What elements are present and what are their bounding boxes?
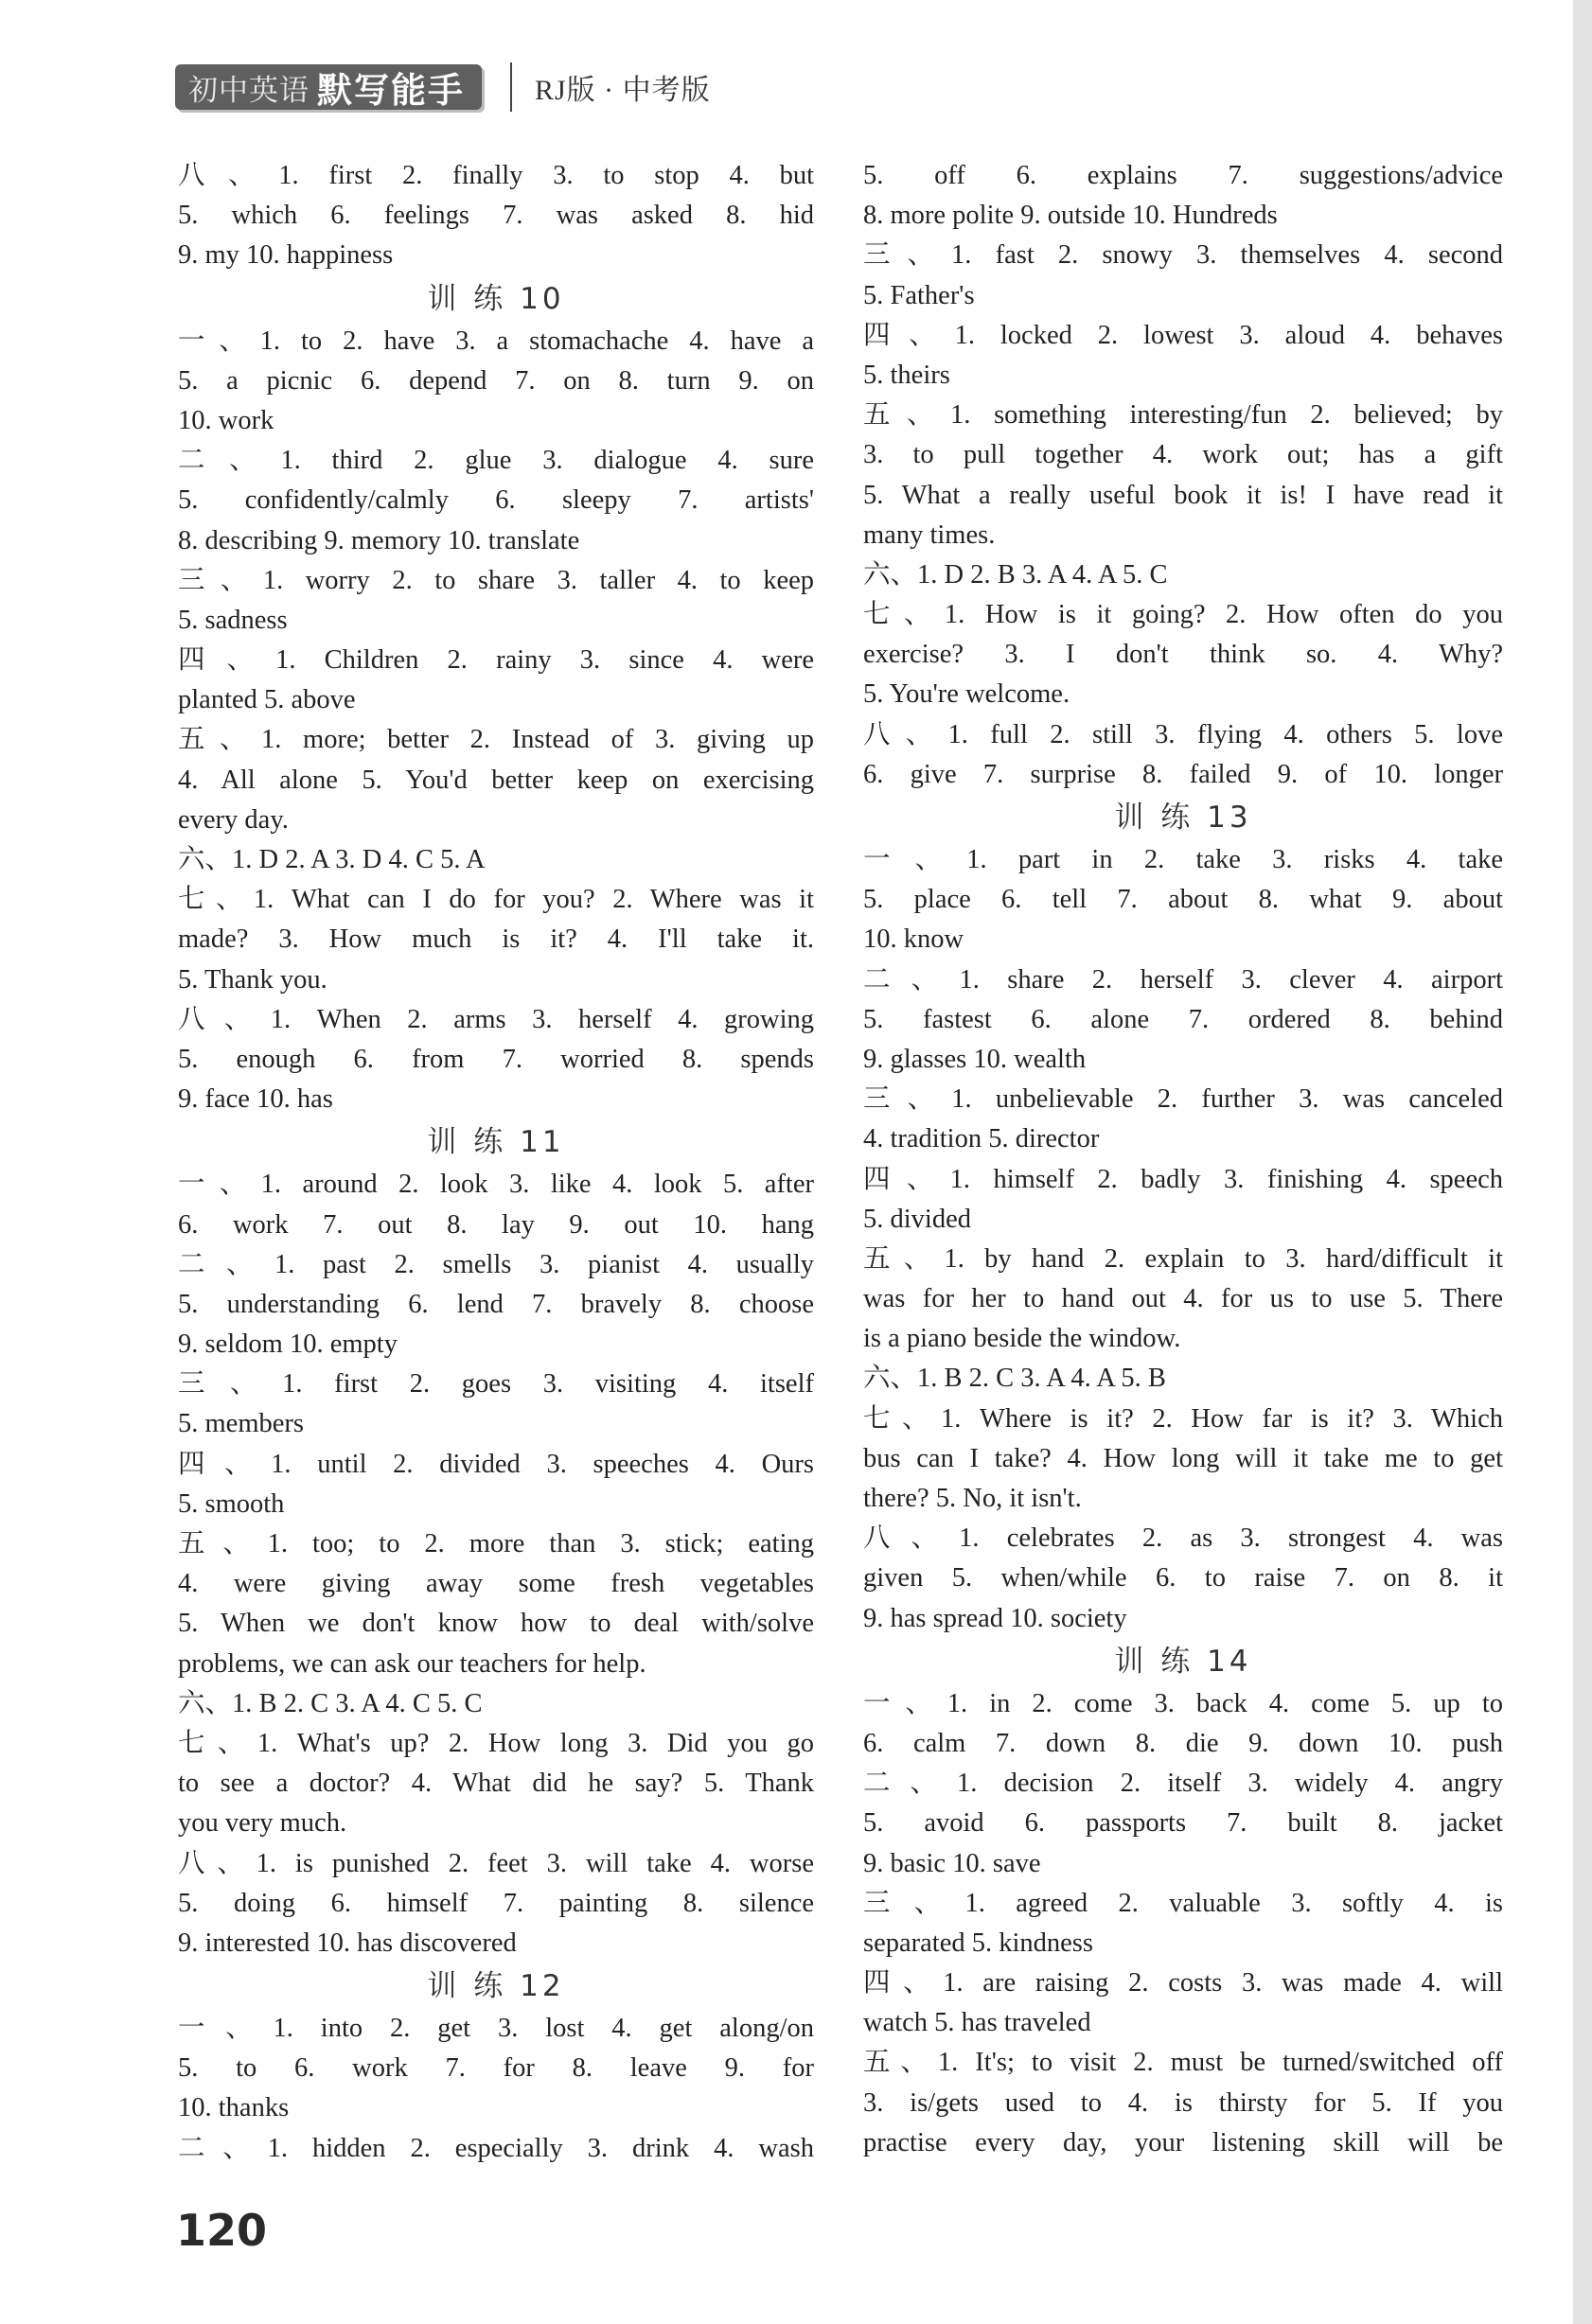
answer-line: 5. to 6. work 7. for 8. leave 9. for [178, 2053, 814, 2084]
answer-line: 一、1. to 2. have 3. a stomachache 4. have a [178, 326, 814, 356]
answer-line: 10. work [178, 405, 274, 435]
answer-line: 六、1. D 2. B 3. A 4. A 5. C [863, 559, 1168, 590]
answer-line: given 5. when/while 6. to raise 7. on 8. it [863, 1563, 1503, 1593]
answer-line: 9. has spread 10. society [863, 1603, 1127, 1633]
answer-line: 5. divided [863, 1204, 971, 1234]
answer-line: 一、1. into 2. get 3. lost 4. get along/on [178, 2014, 814, 2044]
answer-line: 6. work 7. out 8. lay 9. out 10. hang [178, 1209, 814, 1240]
answer-line: 八、1. celebrates 2. as 3. strongest 4. was [863, 1523, 1503, 1554]
answer-line: 二、1. hidden 2. especially 3. drink 4. wash [178, 2133, 814, 2163]
answer-line: 5. off 6. explains 7. suggestions/advice [863, 161, 1503, 190]
answer-line: practise every day, your listening skill will be [863, 2127, 1503, 2157]
answer-line: 五、1. something interesting/fun 2. believed; by [863, 400, 1503, 431]
answer-line: there? 5. No, it isn't. [863, 1484, 1082, 1513]
answer-line: 一、1. part in 2. take 3. risks 4. take [863, 845, 1503, 874]
answer-line: 三、1. first 2. goes 3. visiting 4. itself [178, 1369, 814, 1400]
answer-line: 七、1. How is it going? 2. How often do you [863, 600, 1503, 630]
answer-line: 5. which 6. feelings 7. was asked 8. hid [178, 201, 814, 231]
answer-line: 5. doing 6. himself 7. painting 8. silence [178, 1888, 814, 1918]
answer-line: 9. face 10. has [178, 1084, 333, 1115]
answer-line: 二、1. past 2. smells 3. pianist 4. usually [178, 1249, 814, 1279]
answer-line: every day. [178, 804, 289, 835]
section-title: 训 练 11 [427, 1125, 565, 1160]
answer-line: 9. basic 10. save [863, 1848, 1041, 1878]
section-title: 训 练 13 [1114, 801, 1252, 835]
answer-line: 5. place 6. tell 7. about 8. what 9. about [863, 885, 1503, 915]
answer-line: exercise? 3. I don't think so. 4. Why? [863, 640, 1503, 670]
answer-line: 9. glasses 10. wealth [863, 1044, 1087, 1074]
answer-line: 5. theirs [863, 360, 950, 390]
page-edge [1573, 0, 1592, 2324]
answer-line: 五、1. more; better 2. Instead of 3. giving up [178, 725, 814, 755]
answer-line: 三、1. fast 2. snowy 3. themselves 4. second [863, 240, 1503, 271]
answer-line: 9. seldom 10. empty [178, 1329, 398, 1360]
answer-line: 八、1. first 2. finally 3. to stop 4. but [178, 161, 814, 190]
answer-line: separated 5. kindness [863, 1928, 1093, 1958]
answer-line: 五、1. by hand 2. explain to 3. hard/difficult it [863, 1243, 1503, 1274]
answer-line: 5. enough 6. from 7. worried 8. spends [178, 1044, 814, 1074]
answer-line: 6. calm 7. down 8. die 9. down 10. push [863, 1728, 1503, 1758]
answer-line: 5. When we don't know how to deal with/solve [178, 1609, 814, 1639]
answer-line: 5. fastest 6. alone 7. ordered 8. behind [863, 1004, 1503, 1034]
answer-line: 5. Thank you. [178, 964, 327, 995]
answer-line: 5. members [178, 1409, 304, 1439]
answer-line: 七、1. What can I do for you? 2. Where was it [178, 885, 814, 915]
answer-line: 三、1. agreed 2. valuable 3. softly 4. is [863, 1888, 1503, 1918]
series-logo [175, 64, 482, 110]
page-header [175, 59, 711, 115]
answer-line: 10. thanks [178, 2093, 290, 2123]
answer-line: 6. give 7. surprise 8. failed 9. of 10. longer [863, 759, 1503, 789]
answer-line: 5. smooth [178, 1488, 285, 1519]
answer-line: 六、1. D 2. A 3. D 4. C 5. A [178, 845, 486, 874]
answer-line: 8. more polite 9. outside 10. Hundreds [863, 201, 1278, 231]
answer-line: 二、1. share 2. herself 3. clever 4. airport [863, 964, 1503, 995]
answer-line: 9. interested 10. has discovered [178, 1928, 517, 1958]
answer-line: 四、1. until 2. divided 3. speeches 4. Ours [178, 1449, 814, 1479]
answer-line: you very much. [178, 1808, 347, 1839]
edition-label: RJ版 · 中考版 [535, 75, 711, 106]
answer-line: 二、1. third 2. glue 3. dialogue 4. sure [178, 446, 814, 476]
answer-line: 4. tradition 5. director [863, 1124, 1100, 1154]
answer-line: problems, we can ask our teachers for help. [178, 1648, 646, 1679]
header-divider [510, 62, 512, 112]
answer-line: to see a doctor? 4. What did he say? 5. Thank [178, 1769, 814, 1799]
answer-line: 4. All alone 5. You'd better keep on exercising [178, 765, 814, 795]
answer-line: watch 5. has traveled [863, 2008, 1091, 2038]
answer-line: 四、1. himself 2. badly 3. finishing 4. speech [863, 1164, 1503, 1194]
answer-line: 八、1. full 2. still 3. flying 4. others 5. love [863, 719, 1503, 749]
answer-line: 六、1. B 2. C 3. A 4. A 5. B [863, 1364, 1166, 1394]
answer-line: 五、1. too; to 2. more than 3. stick; eating [178, 1529, 814, 1558]
answer-line: 三、1. unbelievable 2. further 3. was canceled [863, 1084, 1503, 1115]
answer-line: 5. sadness [178, 605, 288, 635]
answer-line: 五、1. It's; to visit 2. must be turned/switched off [863, 2048, 1503, 2078]
answer-line: 5. a picnic 6. depend 7. on 8. turn 9. on [178, 365, 814, 396]
answer-line: made? 3. How much is it? 4. I'll take it. [178, 924, 814, 955]
answer-line: 一、1. in 2. come 3. back 4. come 5. up to [863, 1688, 1503, 1718]
answer-line: 5. Father's [863, 280, 975, 310]
answer-column-right [863, 156, 1503, 2163]
logo-subject: 初中英语 [188, 73, 310, 108]
answer-line: 5. avoid 6. passports 7. built 8. jacket [863, 1808, 1503, 1839]
answer-line: 5. What a really useful book it is! I have read it [863, 480, 1503, 510]
answer-line: 八、1. When 2. arms 3. herself 4. growing [178, 1004, 814, 1034]
answer-column-left [178, 156, 814, 2169]
answer-line: 七、1. Where is it? 2. How far is it? 3. Which [863, 1403, 1503, 1434]
answer-line: 三、1. worry 2. to share 3. taller 4. to keep [178, 565, 814, 595]
answer-line: 六、1. B 2. C 3. A 4. C 5. C [178, 1688, 483, 1718]
answer-line: 四、1. are raising 2. costs 3. was made 4. will [863, 1968, 1503, 1998]
answer-line: 5. You're welcome. [863, 679, 1070, 710]
answer-line: 10. know [863, 924, 964, 955]
answer-line: 二、1. decision 2. itself 3. widely 4. angry [863, 1769, 1503, 1799]
answer-line: bus can I take? 4. How long will it take me to get [863, 1443, 1503, 1473]
answer-line: 3. is/gets used to 4. is thirsty for 5. If you [863, 2087, 1503, 2118]
answer-line: is a piano beside the window. [863, 1324, 1181, 1354]
answer-line: 8. describing 9. memory 10. translate [178, 525, 580, 555]
answer-line: 4. were giving away some fresh vegetables [178, 1569, 814, 1599]
section-title: 训 练 14 [1114, 1644, 1252, 1679]
section-title: 训 练 12 [427, 1969, 565, 2004]
answer-line: 四、1. Children 2. rainy 3. since 4. were [178, 645, 814, 676]
answer-line: many times. [863, 519, 996, 550]
answer-line: 3. to pull together 4. work out; has a gift [863, 440, 1503, 470]
page-number: 120 [176, 2205, 268, 2256]
answer-line: 四、1. locked 2. lowest 3. aloud 4. behaves [863, 320, 1503, 350]
answer-line: was for her to hand out 4. for us to use 5. There [863, 1284, 1503, 1314]
answer-line: 5. confidently/calmly 6. sleepy 7. artists' [178, 485, 814, 516]
answer-line: 5. understanding 6. lend 7. bravely 8. choose [178, 1289, 814, 1319]
logo-series-name: 默写能手 [317, 70, 465, 111]
answer-line: 一、1. around 2. look 3. like 4. look 5. after [178, 1170, 814, 1200]
answer-line: 七、1. What's up? 2. How long 3. Did you go [178, 1728, 814, 1758]
section-title: 训 练 10 [427, 281, 565, 316]
answer-line: 八、1. is punished 2. feet 3. will take 4. worse [178, 1848, 814, 1878]
answer-line: planted 5. above [178, 685, 356, 715]
answer-line: 9. my 10. happiness [178, 240, 394, 271]
